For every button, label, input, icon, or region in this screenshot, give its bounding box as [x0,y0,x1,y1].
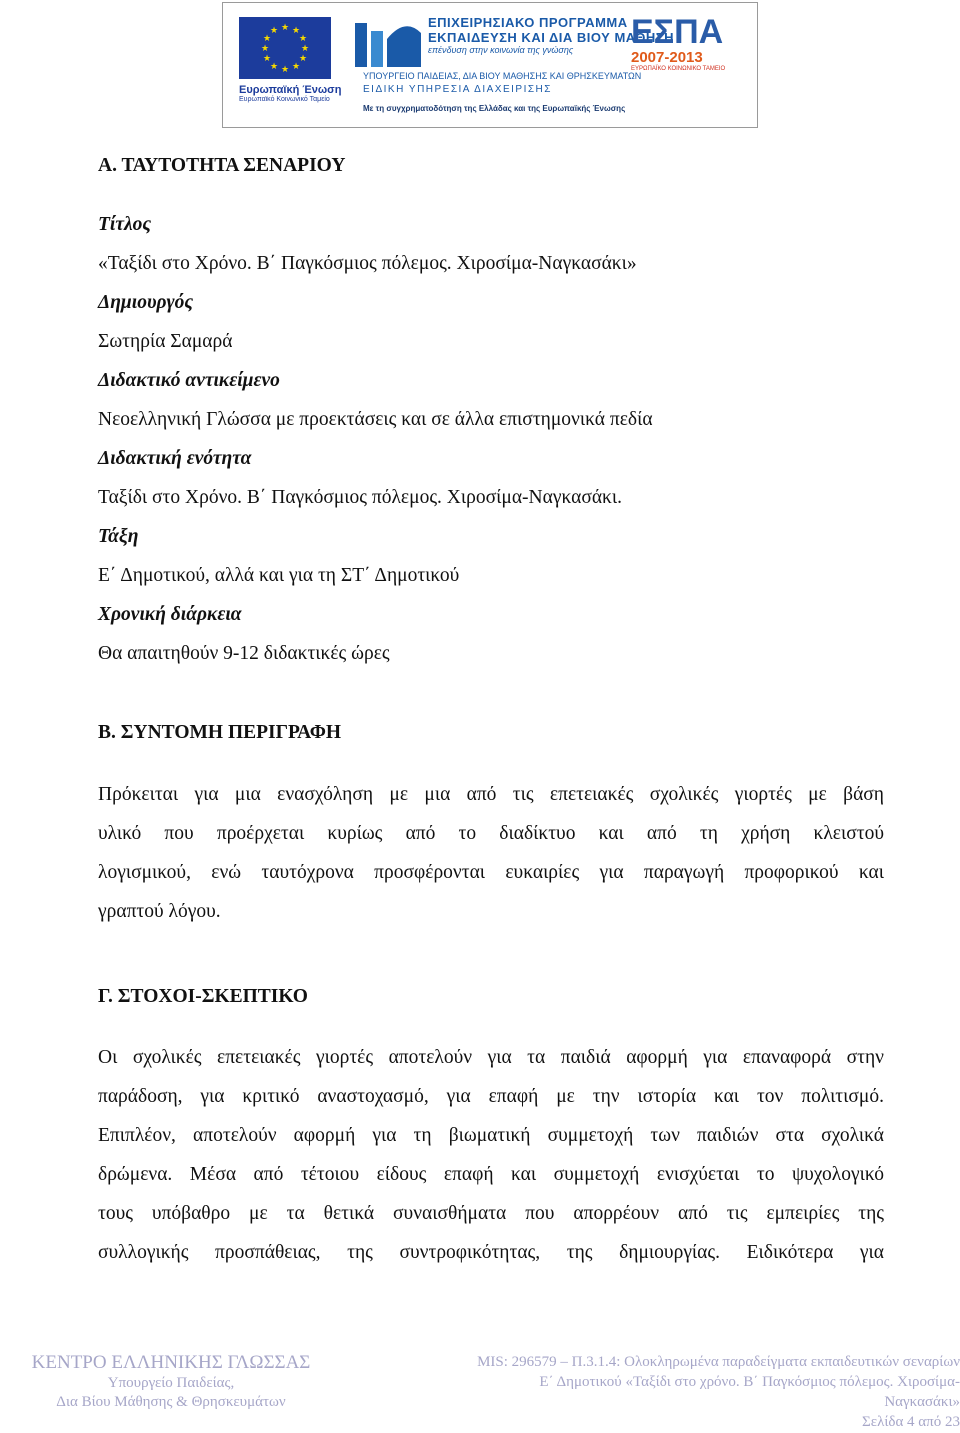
section-c-paragraph [98,1038,884,1272]
paragraph-line: γραπτού λόγου. [98,901,221,922]
paragraph-line: υλικό που προέρχεται κυρίως από το διαδίκτυο και από τη χρήση κλειστού [98,823,884,844]
program-line-2: ΕΚΠΑΙΔΕΥΣΗ ΚΑΙ ΔΙΑ ΒΙΟΥ ΜΑΘΗΣΗ [428,30,674,45]
program-line-1: ΕΠΙΧΕΙΡΗΣΙΑΚΟ ΠΡΟΓΡΑΜΜΑ [428,15,628,30]
ministry-label: ΥΠΟΥΡΓΕΙΟ ΠΑΙΔΕΙΑΣ, ΔΙΑ ΒΙΟΥ ΜΑΘΗΣΗΣ ΚΑΙ ΘΡΗΣΚΕΥΜΑΤΩΝ [363,71,642,81]
eu-label: Ευρωπαϊκή Ένωση [239,84,342,96]
field-value-grade: Ε΄ Δημοτικού, αλλά και για τη ΣΤ΄ Δημοτικού [98,565,460,586]
footer-right [392,1352,960,1432]
espa-sub: ΕΥΡΩΠΑΪΚΟ ΚΟΙΝΩΝΙΚΟ ΤΑΜΕΙΟ [631,66,726,72]
footer-mis: MIS: 296579 – Π.3.1.4: Ολοκληρωμένα παραδείγματα εκπαιδευτικών σεναρίων [477,1354,960,1370]
field-value-author: Σωτηρία Σαμαρά [98,331,233,352]
footer-left [0,1352,342,1412]
program-slogan: επένδυση στην κοινωνία της γνώσης [428,45,574,55]
section-b-paragraph [98,775,884,931]
field-label-subject: Διδακτικό αντικείμενο [98,370,280,391]
field-label-unit: Διδακτική ενότητα [98,448,252,469]
cofund-label: Με τη συγχρηματοδότηση της Ελλάδας και της Ευρωπαϊκής Ένωσης [363,104,626,113]
section-a-heading: Α. ΤΑΥΤΟΤΗΤΑ ΣΕΝΑΡΙΟΥ [98,155,346,176]
footer-org: ΚΕΝΤΡΟ ΕΛΛΗΝΙΚΗΣ ΓΛΩΣΣΑΣ [31,1352,311,1373]
paragraph-line: συλλογικής προσπάθειας, της συντροφικότητας, της δημιουργίας. Ειδικότερα για [98,1242,884,1263]
service-label: ΕΙΔΙΚΗ ΥΠΗΡΕΣΙΑ ΔΙΑΧΕΙΡΙΣΗΣ [363,84,552,95]
espa-logo [631,15,751,72]
program-logo-icon [353,17,423,71]
paragraph-line: Επιπλέον, αποτελούν αφορμή για τη βιωματική συμμετοχή των παιδιών στα σχολικά [98,1125,884,1146]
field-value-unit: Ταξίδι στο Χρόνο. Β΄ Παγκόσμιος πόλεμος. Χιροσίμα-Ναγκασάκι. [98,487,622,508]
paragraph-line: δρώμενα. Μέσα από τέτοιου είδους επαφή και συμμετοχή ενισχύεται το ψυχολογικό [98,1164,884,1185]
field-label-author: Δημιουργός [98,292,194,313]
espa-years: 2007-2013 [631,49,703,66]
section-b-heading: Β. ΣΥΝΤΟΜΗ ΠΕΡΙΓΡΑΦΗ [98,722,342,743]
paragraph-line: τους υπόβαθρο με τα θετικά συναισθήματα που απορρέουν από τις εμπειρίες της [98,1203,884,1224]
footer-ministry-line-2: Δια Βίου Μάθησης & Θρησκευμάτων [56,1394,286,1410]
footer-page-number: Σελίδα 4 από 23 [862,1414,960,1430]
eu-flag-icon: ★ ★ ★ ★ ★ ★ ★ ★ ★ ★ ★ ★ [239,17,331,79]
page-footer [0,1352,960,1432]
section-c-heading: Γ. ΣΤΟΧΟΙ-ΣΚΕΠΤΙΚΟ [98,986,308,1007]
field-label-duration: Χρονική διάρκεια [98,604,242,625]
field-value-title: «Ταξίδι στο Χρόνο. Β΄ Παγκόσμιος πόλεμος. Χιροσίμα-Ναγκασάκι» [98,253,637,274]
espa-word: ΕΣΠΑ [631,13,724,51]
footer-scenario-line-1: Ε΄ Δημοτικού «Ταξίδι στο χρόνο. Β΄ Παγκόσμιος πόλεμος. Χιροσίμα- [539,1374,960,1390]
paragraph-line: Πρόκειται για μια ενασχόληση με μια από τις επετειακές σχολικές γιορτές με βάση [98,784,884,805]
field-label-grade: Τάξη [98,526,139,547]
footer-scenario-line-2: Ναγκασάκι» [884,1394,960,1410]
paragraph-line: λογισμικού, ενώ ταυτόχρονα προσφέρονται ευκαιρίες για παραγωγή προφορικού και [98,862,884,883]
header-banner [222,2,758,128]
paragraph-line: Οι σχολικές επετειακές γιορτές αποτελούν για τα παιδιά αφορμή για επαναφορά στην [98,1047,884,1068]
field-label-title: Τίτλος [98,214,152,235]
paragraph-line: παράδοση, για κριτικό αναστοχασμό, για επαφή με την ιστορία και τον πολιτισμό. [98,1086,884,1107]
footer-ministry-line-1: Υπουργείο Παιδείας, [107,1375,235,1391]
field-value-duration: Θα απαιτηθούν 9-12 διδακτικές ώρες [98,643,390,664]
field-value-subject: Νεοελληνική Γλώσσα με προεκτάσεις και σε άλλα επιστημονικά πεδία [98,409,653,430]
eu-sub-label: Ευρωπαϊκό Κοινωνικό Ταμείο [239,96,330,103]
eu-logo [239,17,342,103]
